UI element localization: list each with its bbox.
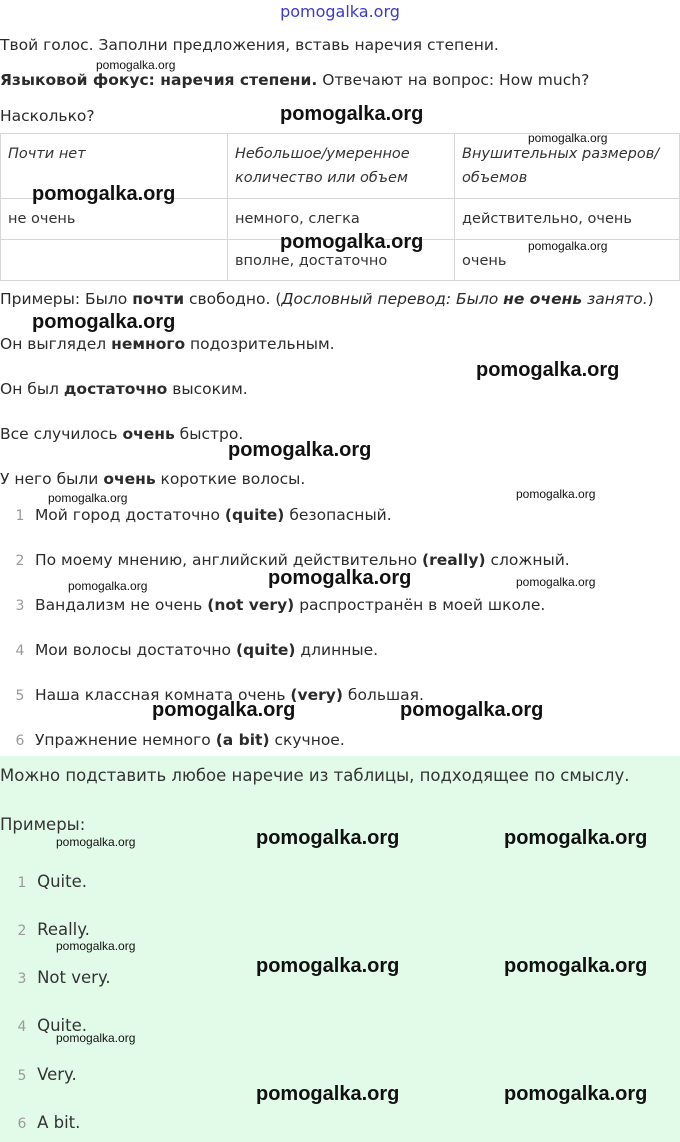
example-translation: Дословный перевод: Было: [281, 290, 504, 308]
watermark: pomogalka.org: [48, 491, 128, 505]
question-text: Насколько?: [0, 107, 95, 125]
watermark: pomogalka.org: [56, 939, 136, 953]
watermark: pomogalka.org: [516, 575, 596, 589]
example-line: [0, 334, 335, 354]
example-adverb: немного: [111, 335, 186, 353]
example-text: Все случилось: [0, 425, 123, 443]
example-text: Примеры: Было: [0, 290, 133, 308]
watermark: pomogalka.org: [256, 1083, 400, 1105]
watermark: pomogalka.org: [256, 827, 400, 849]
sentence-adverb: (very): [290, 686, 343, 704]
sentence-number: 2: [15, 553, 25, 569]
sentence-text: Вандализм не очень: [34, 596, 208, 614]
sentence-item: [10, 730, 345, 751]
example-text: короткие волосы.: [155, 470, 306, 488]
watermark: pomogalka.org: [96, 58, 176, 72]
answer-text: Quite.: [37, 872, 87, 891]
example-line: [0, 424, 243, 444]
answer-text: Very.: [37, 1065, 77, 1084]
sentence-item: [10, 640, 378, 661]
adverbs-table: [0, 133, 680, 281]
example-text: Он выглядел: [0, 335, 112, 353]
watermark: pomogalka.org: [504, 1083, 648, 1105]
watermark: pomogalka.org: [152, 699, 296, 721]
answer-item: [12, 967, 111, 990]
sentence-text: длинные.: [295, 641, 379, 659]
sentence-number: 3: [15, 598, 25, 614]
example-adverb: почти: [132, 290, 185, 308]
table-cell: очень: [455, 240, 680, 281]
task-intro: Твой голос. Заполни предложения, вставь наречия степени.: [0, 36, 499, 54]
answer-number: 4: [17, 1019, 27, 1035]
watermark: pomogalka.org: [280, 103, 424, 125]
example-adverb: очень: [103, 470, 156, 488]
sentence-text: скучное.: [269, 731, 345, 749]
example-line: [0, 469, 305, 489]
sentence-text: По моему мнению, английский действительно: [34, 551, 423, 569]
example-line: [0, 379, 248, 399]
sentence-adverb: (quite): [224, 506, 285, 524]
answer-number: 3: [17, 971, 27, 987]
answer-item: [12, 871, 87, 894]
sentence-number: 1: [15, 508, 25, 524]
table-cell: [1, 240, 228, 281]
table-header-cell: Внушительных размеров/ объемов: [455, 134, 680, 199]
table-header-cell: Небольшое/умеренное количество или объем: [228, 134, 455, 199]
watermark: pomogalka.org: [400, 699, 544, 721]
example-text: подозрительным.: [185, 335, 335, 353]
watermark: pomogalka.org: [68, 579, 148, 593]
watermark: pomogalka.org: [504, 955, 648, 977]
answer-text: Not very.: [37, 968, 111, 987]
watermark: pomogalka.org: [32, 311, 176, 333]
sentence-text: сложный.: [485, 551, 570, 569]
example-adverb: не очень: [503, 290, 583, 308]
table-header-cell: Почти нет: [1, 134, 228, 199]
answer-item: [12, 1064, 77, 1087]
sentence-text: Мои волосы достаточно: [34, 641, 236, 659]
table-cell: вполне, достаточно: [228, 240, 455, 281]
table-cell: действительно, очень: [455, 199, 680, 240]
language-focus-text: Отвечают на вопрос: How much?: [317, 71, 590, 89]
sentence-text: большая.: [342, 686, 424, 704]
answer-number: 6: [17, 1116, 27, 1132]
language-focus: [0, 70, 589, 90]
example-text: быстро.: [174, 425, 244, 443]
sentence-number: 6: [15, 733, 25, 749]
example-text: ): [647, 290, 654, 308]
sentence-adverb: (a bit): [215, 731, 270, 749]
watermark: pomogalka.org: [256, 955, 400, 977]
sentence-text: распространён в моей школе.: [294, 596, 546, 614]
sentence-adverb: (quite): [235, 641, 296, 659]
example-adverb: достаточно: [63, 380, 168, 398]
answer-examples-label: Примеры:: [0, 815, 86, 834]
answer-text: A bit.: [37, 1113, 81, 1132]
answer-number: 5: [17, 1068, 27, 1084]
example-line: [0, 289, 654, 309]
sentence-text: Наша классная комната очень: [34, 686, 291, 704]
sentence-item: [10, 505, 392, 526]
answer-text: Quite.: [37, 1016, 87, 1035]
watermark: pomogalka.org: [56, 835, 136, 849]
example-translation: занято.: [582, 290, 648, 308]
watermark: pomogalka.org: [528, 239, 608, 253]
example-adverb: очень: [122, 425, 175, 443]
site-title[interactable]: pomogalka.org: [280, 2, 400, 21]
answer-text: Really.: [37, 920, 90, 939]
watermark: pomogalka.org: [476, 359, 620, 381]
watermark: pomogalka.org: [516, 487, 596, 501]
watermark: pomogalka.org: [268, 567, 412, 589]
sentence-text: безопасный.: [284, 506, 392, 524]
answer-number: 2: [17, 923, 27, 939]
sentence-item: [10, 595, 545, 616]
language-focus-title: Языковой фокус: наречия степени.: [0, 71, 318, 89]
answer-item: [12, 1112, 80, 1135]
sentence-adverb: (not very): [207, 596, 295, 614]
sentence-number: 5: [15, 688, 25, 704]
watermark: pomogalka.org: [280, 231, 424, 253]
example-text: У него были: [0, 470, 104, 488]
sentence-text: Мой город достаточно: [34, 506, 225, 524]
watermark: pomogalka.org: [32, 183, 176, 205]
watermark: pomogalka.org: [228, 439, 372, 461]
table-cell: немного, слегка: [228, 199, 455, 240]
sentence-adverb: (really): [422, 551, 486, 569]
watermark: pomogalka.org: [56, 1031, 136, 1045]
watermark: pomogalka.org: [504, 827, 648, 849]
table-cell: не очень: [1, 199, 228, 240]
example-text: свободно. (: [184, 290, 282, 308]
sentence-text: Упражнение немного: [34, 731, 216, 749]
answer-number: 1: [17, 875, 27, 891]
answer-note: Можно подставить любое наречие из таблицы, подходящее по смыслу.: [0, 766, 630, 785]
example-text: Он был: [0, 380, 64, 398]
example-text: высоким.: [167, 380, 248, 398]
watermark: pomogalka.org: [528, 131, 608, 145]
sentence-number: 4: [15, 643, 25, 659]
